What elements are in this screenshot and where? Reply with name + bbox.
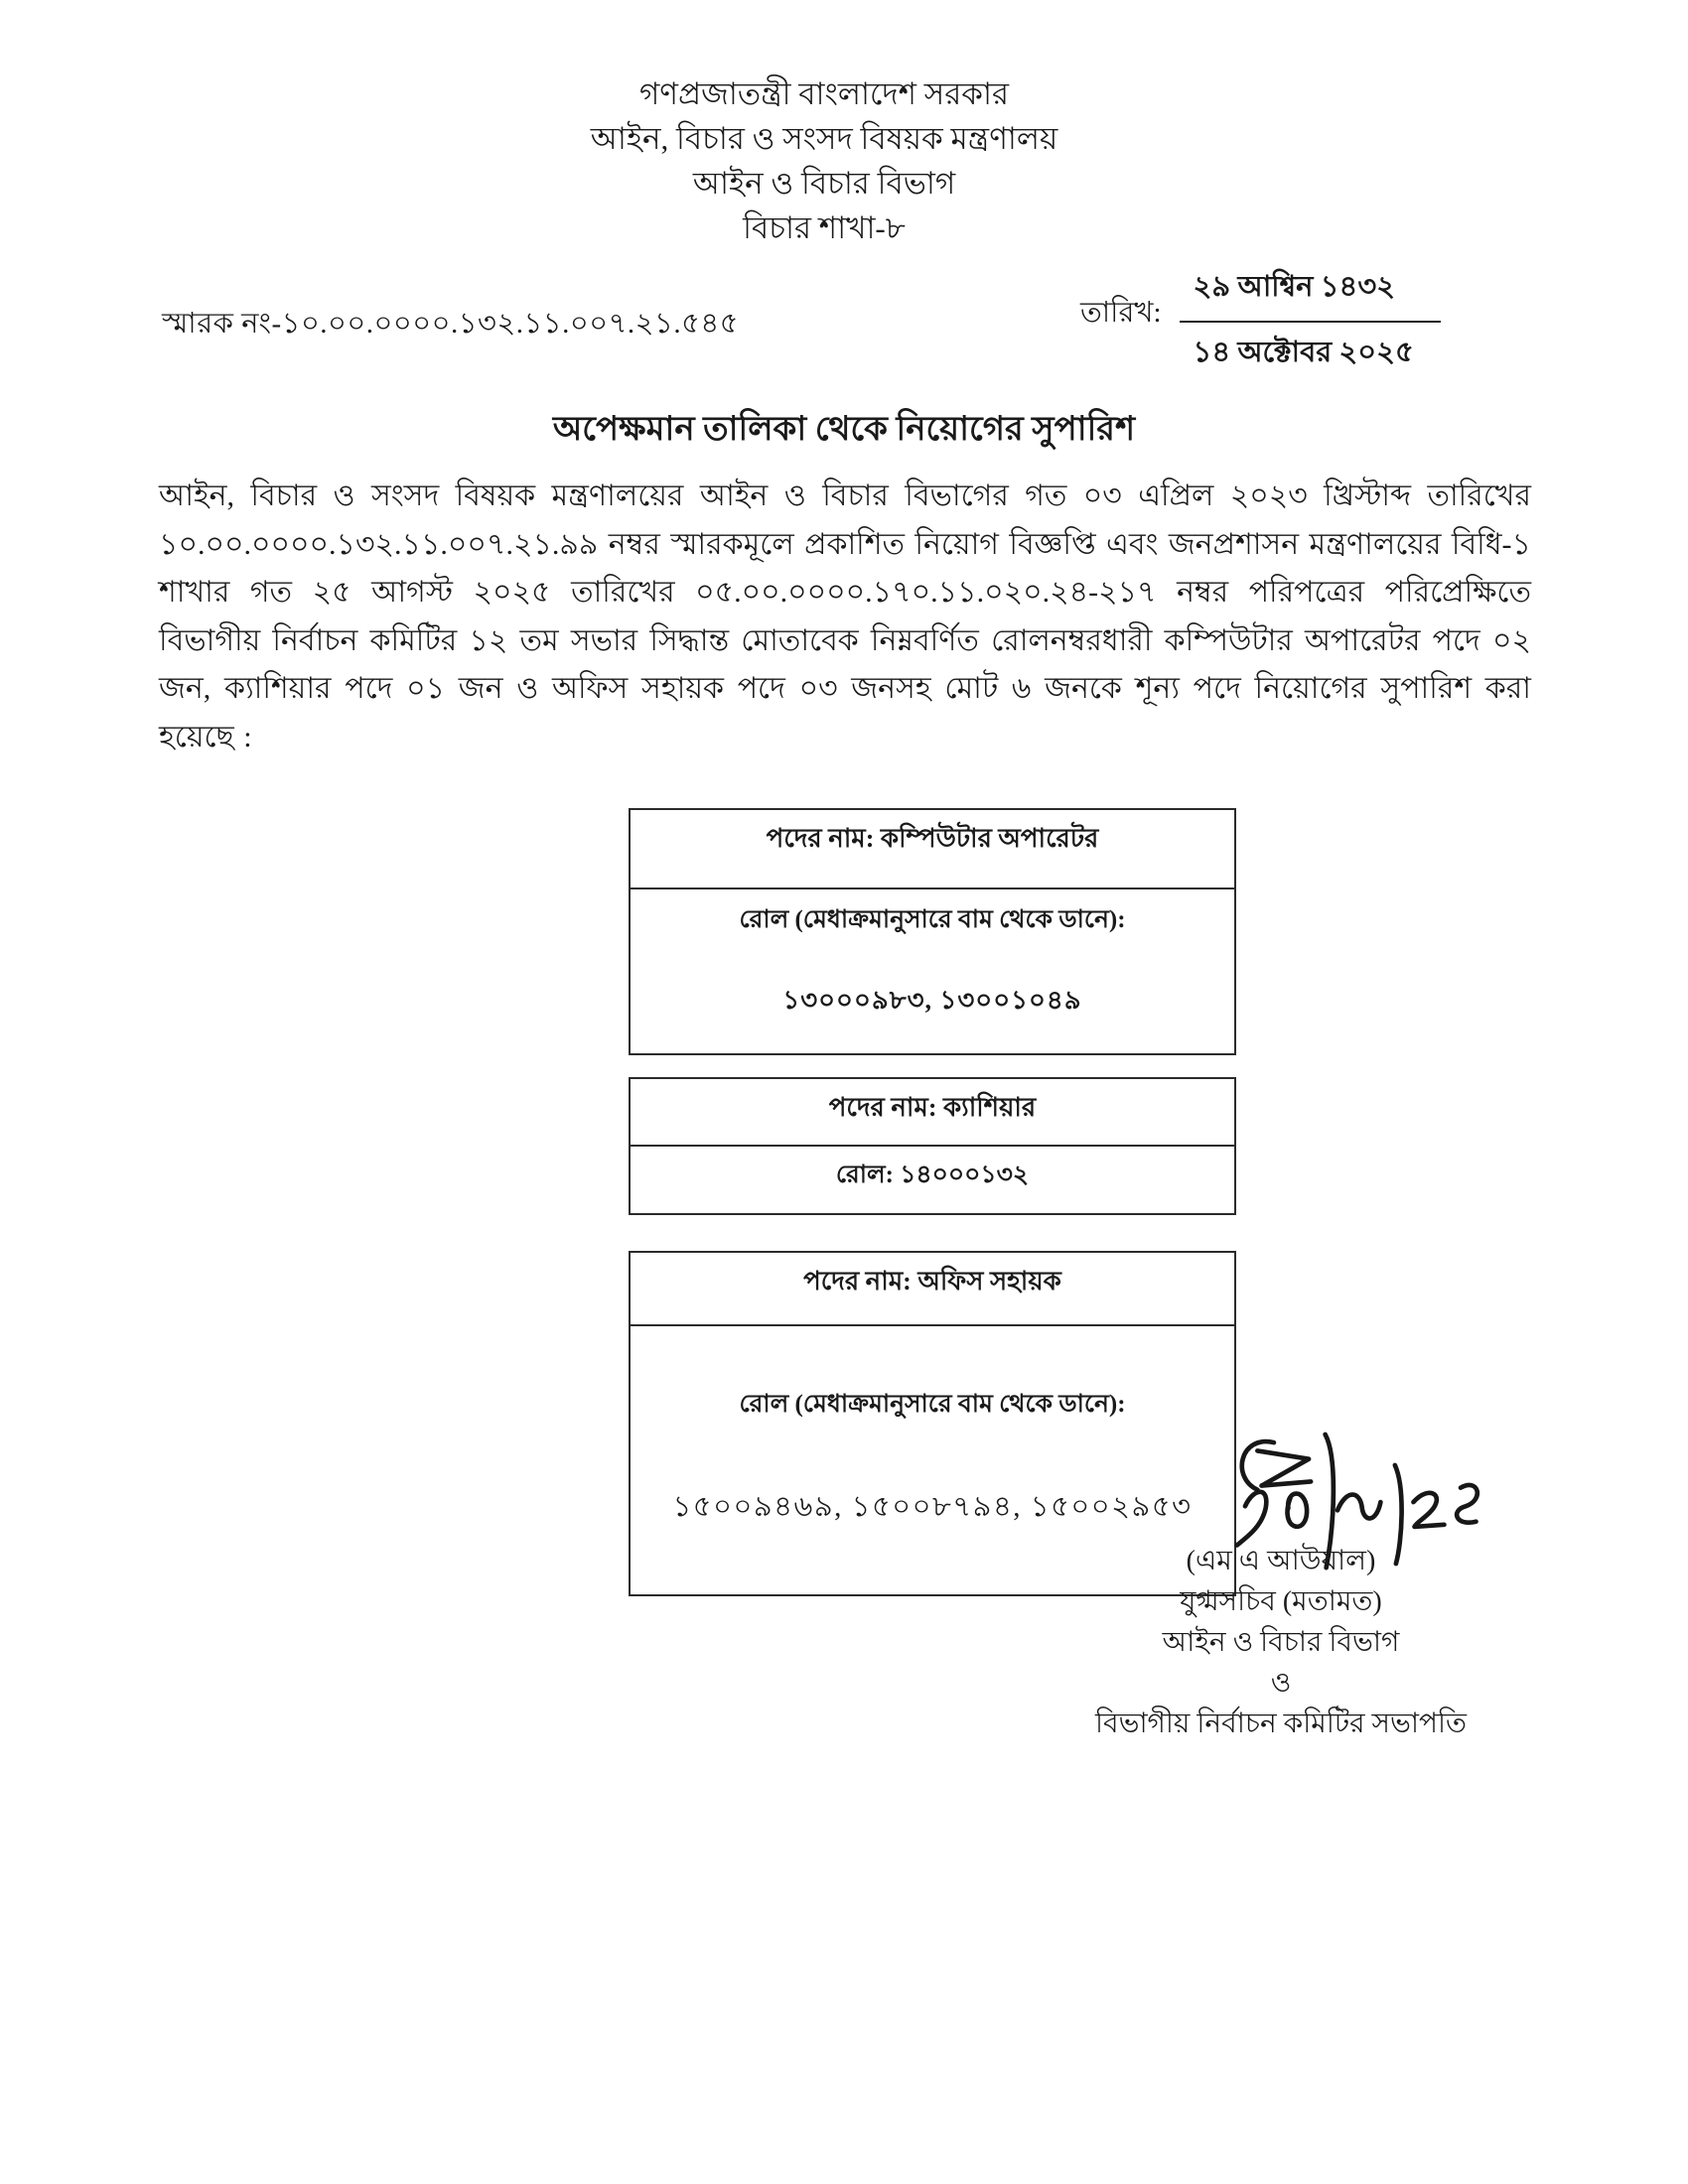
roll-order-label: রোল (মেধাক্রমানুসারে বাম থেকে ডানে): — [739, 906, 1126, 933]
subject-title: অপেক্ষমান তালিকা থেকে নিয়োগের সুপারিশ — [552, 411, 1136, 448]
letterhead — [0, 71, 1648, 250]
signatory-name: (এম এ আউয়াল) — [1186, 1546, 1376, 1576]
letterhead-government: গণপ্রজাতন্ত্রী বাংলাদেশ সরকার — [638, 76, 1010, 111]
signatory-role: বিভাগীয় নির্বাচন কমিটির সভাপতি — [1094, 1708, 1467, 1739]
letterhead-division: আইন ও বিচার বিভাগ — [692, 166, 956, 201]
roll-numbers: ১৫০০৯৪৬৯, ১৫০০৮৭৯৪, ১৫০০২৯৫৩ — [672, 1491, 1193, 1523]
date-label: তারিখ: — [1080, 297, 1162, 329]
roll-numbers: ১৩০০০৯৮৩, ১৩০০১০৪৯ — [782, 986, 1082, 1015]
date-stack — [1180, 264, 1442, 378]
letterhead-ministry: আইন, বিচার ও সংসদ বিষয়ক মন্ত্রণালয় — [590, 121, 1058, 156]
body-paragraph: আইন, বিচার ও সংসদ বিষয়ক মন্ত্রণালয়ের আইন ও বিচার বিভাগের গত ০৩ এপ্রিল ২০২৩ খ্রিস্টাব্দ তারিখের ১০.০০.০০০০.১৩২.১১.০০৭.২১.৯৯ নম্বর স্মারকমূলে প্রকাশিত নিয়োগ বিজ্ঞপ্তি এবং জনপ্রশাসন মন্ত্রণালয়ের বিধি-১ শাখার গত ২৫ আগস্ট ২০২৫ তারিখের ০৫.০০.০০০০.১৭০.১১.০২০.২৪-২১৭ নম্বর পরিপত্রের পরিপ্রেক্ষিতে বিভাগীয় নির্বাচন কমিটির ১২ তম সভার সিদ্ধান্ত মোতাবেক নিম্নবর্ণিত রোলনম্বরধারী কম্পিউটার অপারেটর পদে ০২ জন, ক্যাশিয়ার পদে ০১ জন ও অফিস সহায়ক পদে ০৩ জনসহ মোট ৬ জনকে শূন্য পদে নিয়োগের সুপারিশ করা হয়েছে : — [159, 479, 1531, 753]
signatory-division: আইন ও বিচার বিভাগ — [1162, 1627, 1400, 1658]
signatory-designation: যুগ্মসচিব (মতামত) — [1180, 1586, 1382, 1617]
position-box-computer-operator — [629, 808, 1236, 1055]
roll-section — [631, 889, 1234, 1053]
post-name-label: পদের নাম: কম্পিউটার অপারেটর — [631, 810, 1234, 889]
date-block — [1080, 264, 1441, 378]
letterhead-branch: বিচার শাখা-৮ — [743, 210, 906, 245]
roll-section — [631, 1147, 1234, 1213]
post-name-label: পদের নাম: অফিস সহায়ক — [631, 1253, 1234, 1326]
post-name-label: পদের নাম: ক্যাশিয়ার — [631, 1079, 1234, 1147]
position-box-cashier — [629, 1077, 1236, 1215]
date-bangla: ২৯ আশ্বিন ১৪৩২ — [1180, 264, 1442, 323]
memo-number: স্মারক নং-১০.০০.০০০০.১৩২.১১.০০৭.২১.৫৪৫ — [162, 308, 740, 340]
roll-order-label: রোল (মেধাক্রমানুসারে বাম থেকে ডানে): — [739, 1391, 1126, 1418]
position-boxes — [629, 808, 1236, 1596]
signature-block — [1023, 1541, 1539, 1744]
signature-conjunction: ও — [1270, 1668, 1292, 1699]
date-gregorian: ১৪ অক্টোবর ২০২৫ — [1193, 337, 1414, 368]
roll-numbers: রোল: ১৪০০০১৩২ — [835, 1161, 1030, 1188]
